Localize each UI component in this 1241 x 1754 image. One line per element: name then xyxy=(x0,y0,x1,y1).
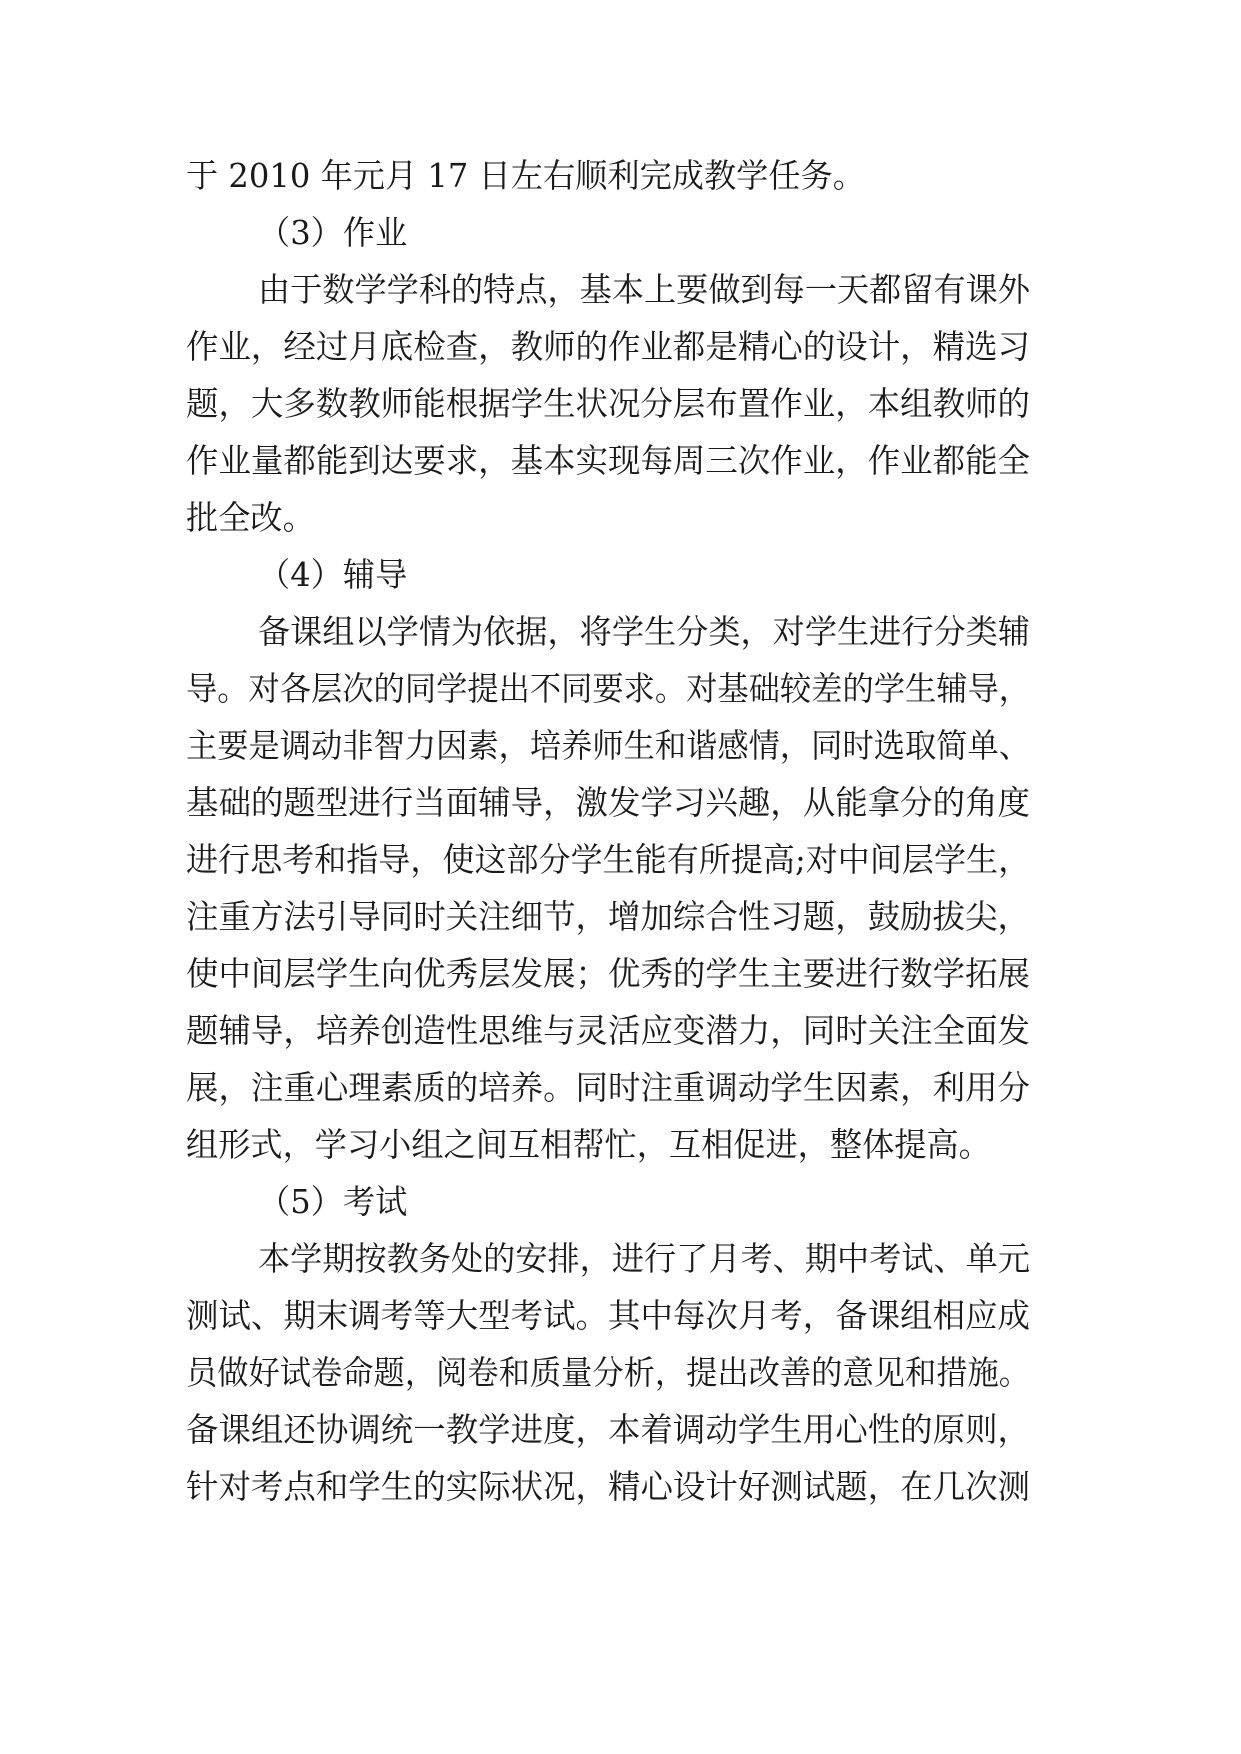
text-line: 批全改。 xyxy=(186,498,315,537)
section-heading: （3）作业 xyxy=(258,213,408,252)
text-line: 基础的题型进行当面辅导，激发学习兴趣，从能拿分的角度 xyxy=(186,783,1030,822)
text-line: 针对考点和学生的实际状况，精心设计好测试题，在几次测 xyxy=(186,1467,1030,1506)
text-line: 本学期按教务处的安排，进行了月考、期中考试、单元 xyxy=(258,1239,1030,1278)
text-line: 题辅导，培养创造性思维与灵活应变潜力，同时关注全面发 xyxy=(186,1011,1030,1050)
text-line: 注重方法引导同时关注细节，增加综合性习题，鼓励拔尖， xyxy=(186,897,1030,936)
text-line: 题，大多数教师能根据学生状况分层布置作业，本组教师的 xyxy=(186,384,1030,423)
text-line: 由于数学学科的特点，基本上要做到每一天都留有课外 xyxy=(258,270,1030,309)
text-line: 备课组以学情为依据，将学生分类，对学生进行分类辅 xyxy=(258,612,1030,651)
text-line: 进行思考和指导，使这部分学生能有所提高;对中间层学生， xyxy=(186,840,1031,879)
text-line: 展，注重心理素质的培养。同时注重调动学生因素，利用分 xyxy=(186,1068,1030,1107)
text-line: 作业量都能到达要求，基本实现每周三次作业，作业都能全 xyxy=(186,441,1030,480)
text-line: 组形式，学习小组之间互相帮忙，互相促进，整体提高。 xyxy=(186,1125,991,1164)
text-line: 作业，经过月底检查，教师的作业都是精心的设计，精选习 xyxy=(186,327,1030,366)
text-line: 测试、期末调考等大型考试。其中每次月考，备课组相应成 xyxy=(186,1296,1030,1335)
text-line: 备课组还协调统一教学进度，本着调动学生用心性的原则， xyxy=(186,1410,1030,1449)
section-heading: （4）辅导 xyxy=(258,555,408,594)
section-heading: （5）考试 xyxy=(258,1182,408,1221)
text-line: 使中间层学生向优秀层发展；优秀的学生主要进行数学拓展 xyxy=(186,954,1030,993)
text-line: 员做好试卷命题，阅卷和质量分析，提出改善的意见和措施。 xyxy=(186,1353,1030,1392)
text-line: 导。对各层次的同学提出不同要求。对基础较差的学生辅导， xyxy=(186,669,1030,708)
text-line: 主要是调动非智力因素，培养师生和谐感情，同时选取简单、 xyxy=(186,726,1030,765)
text-line: 于 2010 年元月 17 日左右顺利完成教学任务。 xyxy=(186,156,865,195)
